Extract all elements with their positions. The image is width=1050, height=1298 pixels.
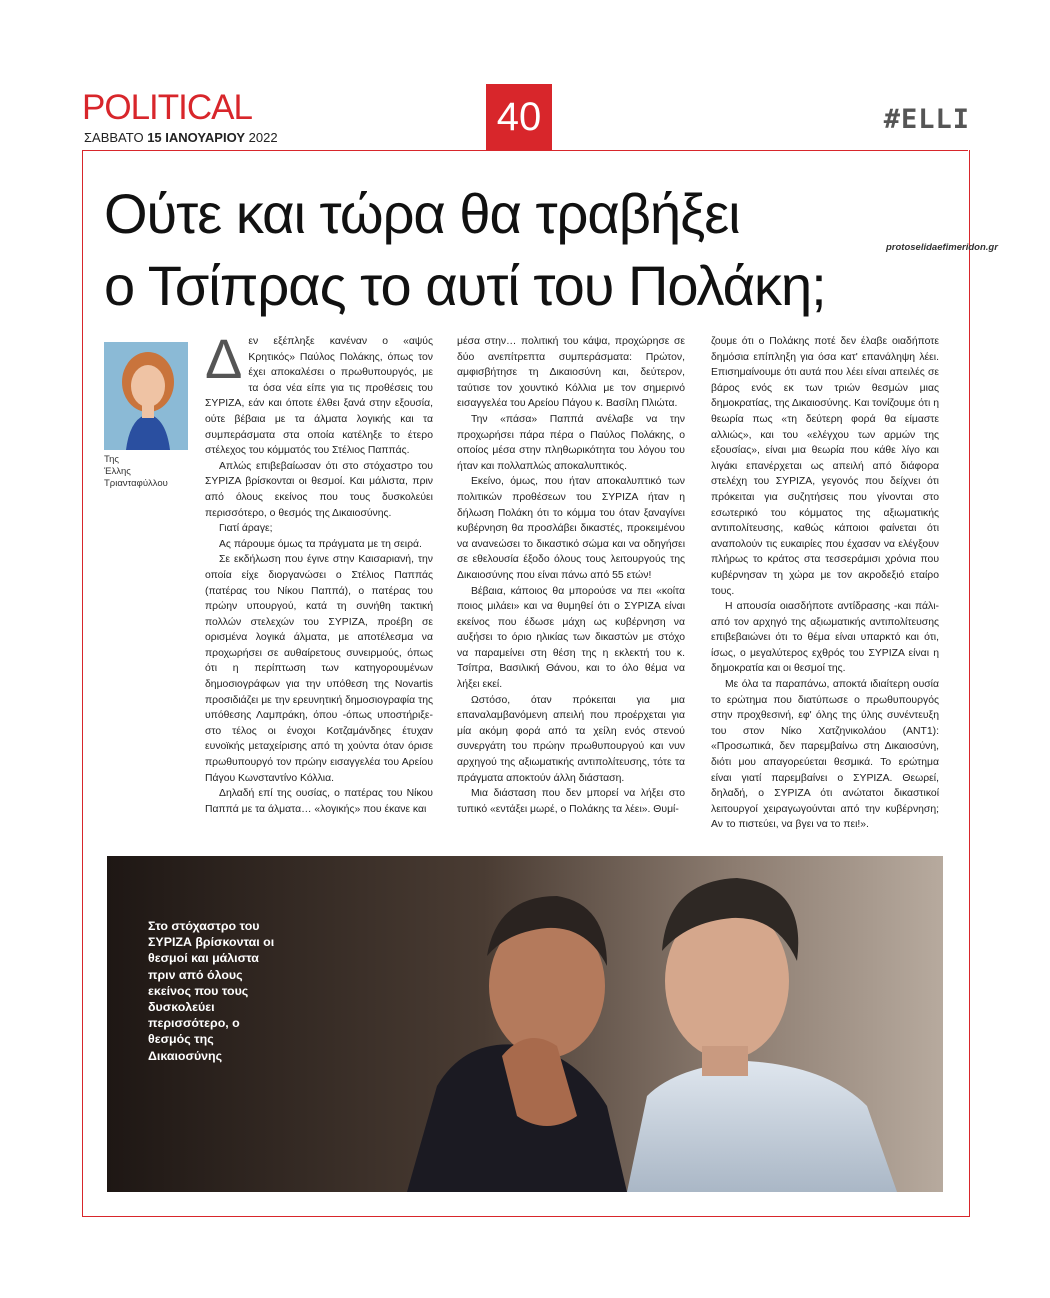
paragraph: Δηλαδή επί της ουσίας, ο πατέρας του Νίκου Παππά με τα άλματα… «λογικής» που έκανε και <box>205 788 433 815</box>
watermark: protoselidaefimeridon.gr <box>886 242 998 253</box>
page-number: 40 <box>486 84 552 150</box>
dateline-day: ΣΑΒΒΑΤΟ <box>84 130 144 145</box>
paragraph: Βέβαια, κάποιος θα μπορούσε να πει «κοίτα ποιος μιλάει» και να θυμηθεί ότι ο ΣΥΡΙΖΑ είναι εκείνος που έδωσε μάχη ως κυβέρνηση να αυξήσει το όριο ηλικίας των δικαστών με στόχο να παραμείνει στη θέση της η εκλεκτή του κ. Τσίπρα, Βασιλική Θάνου, και το όλο θέμα να λήξει εκεί. <box>457 585 685 691</box>
article-column-1 <box>205 327 433 817</box>
dropcap: Δ <box>205 327 243 390</box>
paragraph: ζουμε ότι ο Πολάκης ποτέ δεν έλαβε οιαδήποτε δημόσια επίπληξη για όσα κατ' επανάληψη λέει. Επισημαίνουμε ότι αυτά που λέει είναι απειλές σε βάρος ενός εκ των τριών θεσμών μιας δημοκρατίας, της Δικαιοσύνης. Και τονίζουμε ότι η θεωρία πως «τη δεύτερη φορά θα είμαστε αλλιώς», και του «ελέγχου των αρμών της εξουσίας», είναι μια θεωρία που κάθε λίγο και λιγάκι επανέρχεται ως απειλή από διάφορα στελέχη του ΣΥΡΙΖΑ, γεγονός που δείχνει ότι πρόκειται για συζητήσεις που γίνονται στο εσωτερικό του κόμματος της αξιωματικής αντιπολίτευσης, καθώς κάποιοι φαίνεται ότι αναπολούν τις ευκαιρίες που έχασαν να ελέγξουν πλήρως το κράτος στα τεσσεράμισι χρόνια που κυβέρνησαν τη χώρα με τον ακροδεξιό εταίρο τους. <box>711 336 939 597</box>
paragraph: Απλώς επιβεβαίωσαν ότι στο στόχαστρο του ΣΥΡΙΖΑ βρίσκονται οι θεσμοί. Και μάλιστα, πριν από όλους εκείνος που τους δυσκολεύει περισσότερο, ο θεσμός της Δικαιοσύνης. <box>205 460 433 519</box>
paragraph: εν εξέπληξε κανέναν ο «αψύς Κρητικός» Παύλος Πολάκης, όπως τον έχει αποκαλέσει ο πρωθυπουργός, με τα όσα νέα είπε για τις προθέσεις του ΣΥΡΙΖΑ, εάν και όποτε έλθει ξανά στην εξουσία, ούτε βέβαια με τα άλματα λογικής και τα συμπεράσματα στα οποία κατέληξε το έτερο στέλεχος του κόμματός του Στέλιος Παππάς. <box>205 336 433 457</box>
dateline <box>84 130 278 145</box>
byline <box>104 454 188 490</box>
author-photo <box>104 342 188 450</box>
paragraph: Με όλα τα παραπάνω, αποκτά ιδιαίτερη ουσία το ερώτημα που διατύπωσε ο πρωθυπουργός στην προχθεσινή, εφ' όλης της ύλης συνέντευξη του στον Νίκο Χατζηνικολάου (ΑΝΤ1): «Προσωπικά, δεν παρεμβαίνω στη Δικαιοσύνη, διότι μου απαγορεύεται θεσμικά. Το ερώτημα είναι γιατί παρεμβαίνει ο ΣΥΡΙΖΑ. Θεωρεί, δηλαδή, ο ΣΥΡΙΖΑ ότι ανώτατοι δικαστικοί λειτουργοί χειραγωγούνται από την κυβέρνηση; Αν το πιστεύει, να βγει να το πει!». <box>711 679 939 831</box>
paragraph: Γιατί άραγε; <box>219 523 273 535</box>
byline-prefix: Της <box>104 454 119 465</box>
article-column-2 <box>457 334 685 817</box>
byline-name: Έλλης Τριανταφύλλου <box>104 466 168 489</box>
headline <box>104 178 914 322</box>
paragraph: Εκείνο, όμως, που ήταν αποκαλυπτικό των πολιτικών προθέσεων του ΣΥΡΙΖΑ ήταν η δήλωση Πολάκη ότι το κόμμα του όταν ξαναγίνει κυβέρνηση θα προσλάβει δικαστές, προκειμένου να ανανεώσει το δικαστικό σώμα και να οδηγήσει σε εθελουσία έξοδο όλους τους λειτουργούς της Δικαιοσύνης που είναι πάνω από 55 ετών! <box>457 476 685 581</box>
dateline-year: 2022 <box>248 130 278 145</box>
dateline-date: 15 ΙΑΝΟΥΑΡΙΟΥ <box>147 130 245 145</box>
paragraph: Μια διάσταση που δεν μπορεί να λήξει στο τυπικό «εντάξει μωρέ, ο Πολάκης τα λέει». Θυμί- <box>457 788 685 815</box>
section-title: POLITICAL <box>82 88 252 127</box>
article-column-3 <box>711 334 939 833</box>
paragraph: μέσα στην… πολιτική του κάψα, προχώρησε σε δύο ανεπίτρεπτα συμπεράσματα: Πρώτον, αμφισβήτησε τη Δικαιοσύνη και, δεύτερον, ταύτισε τον χουντικό Κόλλια με τον σημερινό εισαγγελέα του Αρείου Πάγου κ. Βασίλη Πλιώτα. <box>457 336 685 410</box>
publication-tag: #ELLI <box>883 104 970 135</box>
paragraph: Την «πάσα» Παππά ανέλαβε να την προχωρήσει πάρα πέρα ο Παύλος Πολάκης, ο οποίος μέσα στην πληθωρικότητα του λόγου του ήταν και πολλαπλώς αποκαλυπτικός. <box>457 413 685 472</box>
paragraph: Η απουσία οιασδήποτε αντίδρασης -και πάλι- από τον αρχηγό της αξιωματικής αντιπολίτευσης επιβεβαιώνει ότι το θέμα είναι υπαρκτό και ότι, ίσως, ο μεγαλύτερος εχθρός του ΣΥΡΙΖΑ είναι η δημοκρατία και οι θεσμοί της. <box>711 601 939 675</box>
paragraph: Σε εκδήλωση που έγινε στην Καισαριανή, την οποία είχε διοργανώσει ο Στέλιος Παππάς (πατέρας του Νίκου Παππά), ο πατέρας του πρώην υπουργού, κατά τη συνήθη τακτική πολλών στελεχών του ΣΥΡΙΖΑ, προέβη σε ορισμένα λογικά άλματα, με αποτέλεσμα να προχωρήσει σε αυθαίρετους συνειρμούς, όπως ότι η περίπτωση των κατηγορουμένων δημοσιογράφων για την υπόθεση της Novartis προσιδιάζει με την ερευνητική δημοσιογραφία της υπόθεσης Λαμπράκη, όπου -όπως υποστήριξε- στο τέλος οι ένοχοι Κοτζαμάνδηες έτυχαν ευνοϊκής μεταχείρισης από τη χούντα όταν όρισε πρωθυπουργό τον πρώην εισαγγελέα του Αρείου Πάγου Κωνσταντίνο Κόλλια. <box>205 554 433 784</box>
photo-caption: Στο στόχαστρο του ΣΥΡΙΖΑ βρίσκονται οι θεσμοί και μάλιστα πριν από όλους εκείνος που τους δυσκολεύει περισσότερο, ο θεσμός της Δικαιοσύνης <box>148 919 275 1063</box>
headline-line-2: ο Τσίπρας το αυτί του Πολάκη; <box>104 254 826 317</box>
paragraph: Ας πάρουμε όμως τα πράγματα με τη σειρά. <box>219 538 422 550</box>
headline-line-1: Ούτε και τώρα θα τραβήξει <box>104 182 740 245</box>
paragraph: Ωστόσο, όταν πρόκειται για μια επαναλαμβανόμενη απειλή που προέρχεται για μία ακόμη φορά από τα χείλη ενός στενού συνεργάτη του πρώην πρωθυπουργού και νυν αρχηγού της αξιωματικής αντιπολίτευσης, τότε τα πράγματα αποκτούν άλλη διάσταση. <box>457 694 685 784</box>
